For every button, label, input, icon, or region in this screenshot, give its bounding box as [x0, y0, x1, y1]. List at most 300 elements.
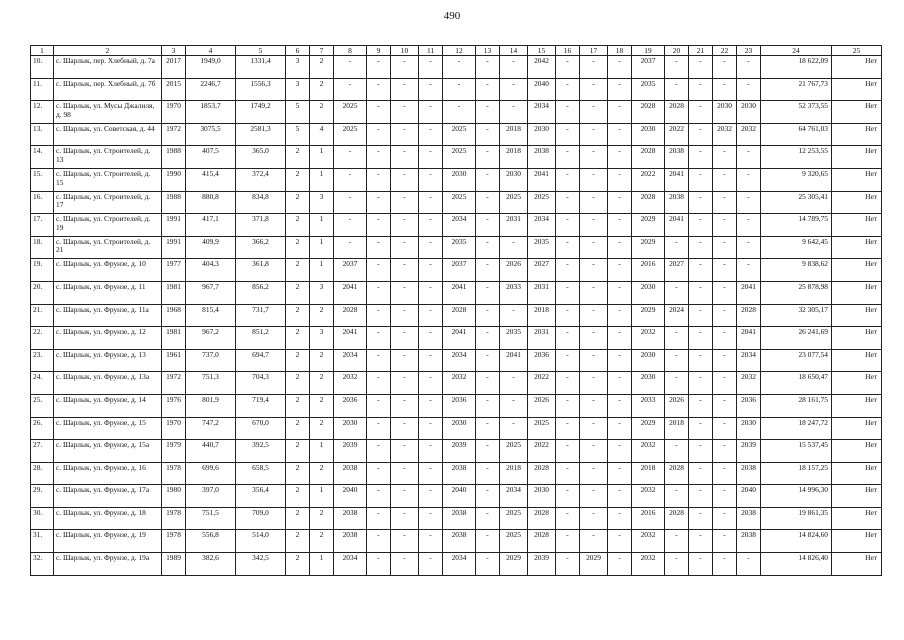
- cost-cell: 14 824,60: [761, 530, 832, 553]
- table-row: [31, 485, 882, 508]
- row-number: 24.: [31, 372, 54, 395]
- table-cell: 2041: [443, 281, 476, 304]
- table-cell: 1972: [162, 123, 186, 146]
- table-cell: -: [556, 349, 580, 372]
- table-cell: 2017: [162, 56, 186, 79]
- table-cell: -: [580, 236, 608, 259]
- table-cell: -: [665, 56, 689, 79]
- table-cell: 2029: [632, 304, 665, 327]
- table-cell: 2: [310, 304, 334, 327]
- table-cell: 2028: [665, 462, 689, 485]
- page-number: 490: [443, 10, 461, 22]
- table-cell: -: [689, 123, 713, 146]
- column-number: 1: [31, 46, 54, 56]
- column-number: 24: [761, 46, 832, 56]
- table-cell: -: [580, 394, 608, 417]
- table-cell: 556,8: [186, 530, 236, 553]
- table-cell: 2: [286, 327, 310, 350]
- table-cell: -: [580, 417, 608, 440]
- table-cell: 1978: [162, 462, 186, 485]
- table-cell: -: [476, 236, 500, 259]
- table-cell: -: [556, 530, 580, 553]
- table-cell: -: [608, 530, 632, 553]
- table-cell: 1961: [162, 349, 186, 372]
- cost-cell: 32 305,17: [761, 304, 832, 327]
- table-cell: 2034: [443, 214, 476, 237]
- table-cell: -: [713, 372, 737, 395]
- table-cell: -: [580, 78, 608, 101]
- table-cell: 2025: [500, 530, 528, 553]
- table-cell: -: [608, 417, 632, 440]
- table-cell: 2: [310, 101, 334, 124]
- table-cell: -: [737, 78, 761, 101]
- table-cell: -: [580, 214, 608, 237]
- cost-cell: 25 878,98: [761, 281, 832, 304]
- table-cell: -: [737, 214, 761, 237]
- table-cell: -: [367, 236, 391, 259]
- table-row: [31, 507, 882, 530]
- table-cell: -: [367, 214, 391, 237]
- table-cell: 1: [310, 440, 334, 463]
- cost-cell: 18 157,25: [761, 462, 832, 485]
- table-cell: 2: [310, 507, 334, 530]
- table-cell: 2: [286, 259, 310, 282]
- table-cell: 1991: [162, 214, 186, 237]
- table-cell: 2029: [632, 417, 665, 440]
- table-cell: -: [367, 259, 391, 282]
- table-cell: 2: [310, 56, 334, 79]
- table-row: [31, 214, 882, 237]
- table-cell: 2028: [632, 191, 665, 214]
- table-cell: -: [391, 101, 419, 124]
- table-cell: 382,6: [186, 553, 236, 576]
- table-cell: -: [419, 259, 443, 282]
- row-number: 16.: [31, 191, 54, 214]
- table-row: [31, 123, 882, 146]
- table-cell: -: [689, 259, 713, 282]
- table-cell: -: [689, 56, 713, 79]
- table-cell: 2042: [528, 56, 556, 79]
- row-number: 12.: [31, 101, 54, 124]
- table-cell: 2038: [443, 462, 476, 485]
- table-cell: 2025: [500, 507, 528, 530]
- table-cell: -: [334, 236, 367, 259]
- flag-cell: Нет: [832, 191, 882, 214]
- row-number: 23.: [31, 349, 54, 372]
- table-cell: -: [391, 56, 419, 79]
- table-cell: 2: [286, 530, 310, 553]
- table-cell: -: [608, 214, 632, 237]
- cost-cell: 28 161,75: [761, 394, 832, 417]
- table-row: [31, 417, 882, 440]
- table-cell: 2027: [665, 259, 689, 282]
- table-cell: -: [580, 281, 608, 304]
- table-cell: 2035: [500, 327, 528, 350]
- row-number: 19.: [31, 259, 54, 282]
- table-row: [31, 530, 882, 553]
- table-cell: -: [419, 168, 443, 191]
- table-cell: -: [334, 56, 367, 79]
- table-cell: -: [334, 168, 367, 191]
- address-cell: с. Шарлык, ул. Фрунзе, д. 16: [54, 462, 162, 485]
- table-cell: -: [580, 146, 608, 169]
- table-cell: 1556,3: [236, 78, 286, 101]
- table-cell: -: [367, 417, 391, 440]
- table-cell: 2038: [665, 191, 689, 214]
- table-cell: -: [367, 440, 391, 463]
- table-cell: -: [476, 78, 500, 101]
- table-cell: -: [689, 146, 713, 169]
- table-cell: -: [608, 123, 632, 146]
- table-cell: 1: [310, 236, 334, 259]
- table-cell: -: [689, 304, 713, 327]
- table-cell: 2028: [528, 530, 556, 553]
- table-cell: -: [713, 146, 737, 169]
- table-cell: 2041: [443, 327, 476, 350]
- table-cell: -: [556, 507, 580, 530]
- table-cell: 1749,2: [236, 101, 286, 124]
- table-cell: -: [665, 349, 689, 372]
- table-cell: 2034: [500, 485, 528, 508]
- table-cell: -: [713, 440, 737, 463]
- table-row: [31, 236, 882, 259]
- table-cell: -: [713, 168, 737, 191]
- column-number: 13: [476, 46, 500, 56]
- table-cell: -: [334, 146, 367, 169]
- table-cell: -: [608, 101, 632, 124]
- table-cell: -: [608, 394, 632, 417]
- table-cell: -: [608, 281, 632, 304]
- table-cell: -: [689, 462, 713, 485]
- table-cell: 751,5: [186, 507, 236, 530]
- table-cell: -: [476, 168, 500, 191]
- table-cell: 2032: [713, 123, 737, 146]
- table-cell: 856,2: [236, 281, 286, 304]
- table-row: [31, 56, 882, 79]
- table-cell: -: [476, 394, 500, 417]
- table-cell: 2030: [500, 168, 528, 191]
- column-number: 7: [310, 46, 334, 56]
- table-cell: 1980: [162, 485, 186, 508]
- table-cell: -: [689, 78, 713, 101]
- table-cell: -: [580, 440, 608, 463]
- table-cell: 2028: [528, 462, 556, 485]
- flag-cell: Нет: [832, 236, 882, 259]
- table-cell: -: [689, 485, 713, 508]
- table-cell: -: [391, 168, 419, 191]
- table-cell: 2031: [528, 327, 556, 350]
- table-cell: -: [580, 349, 608, 372]
- table-cell: -: [580, 101, 608, 124]
- table-cell: 2030: [737, 417, 761, 440]
- address-cell: с. Шарлык, ул. Советская, д. 44: [54, 123, 162, 146]
- table-cell: 2022: [528, 372, 556, 395]
- table-cell: 2038: [334, 462, 367, 485]
- table-cell: 2040: [737, 485, 761, 508]
- table-cell: 2038: [665, 146, 689, 169]
- table-cell: 1990: [162, 168, 186, 191]
- table-row: [31, 462, 882, 485]
- table-cell: -: [419, 146, 443, 169]
- row-number: 28.: [31, 462, 54, 485]
- flag-cell: Нет: [832, 349, 882, 372]
- table-cell: -: [476, 349, 500, 372]
- table-cell: -: [500, 394, 528, 417]
- flag-cell: Нет: [832, 462, 882, 485]
- table-cell: -: [580, 530, 608, 553]
- table-cell: -: [391, 281, 419, 304]
- address-cell: с. Шарлык, ул. Строителей, д. 17: [54, 191, 162, 214]
- table-cell: -: [367, 123, 391, 146]
- table-cell: 1: [310, 146, 334, 169]
- table-cell: 372,4: [236, 168, 286, 191]
- table-cell: 2029: [632, 214, 665, 237]
- table-cell: 1970: [162, 417, 186, 440]
- flag-cell: Нет: [832, 327, 882, 350]
- table-cell: -: [476, 327, 500, 350]
- table-cell: -: [608, 327, 632, 350]
- row-number: 10.: [31, 56, 54, 79]
- table-cell: -: [443, 78, 476, 101]
- table-cell: -: [367, 281, 391, 304]
- table-cell: -: [608, 440, 632, 463]
- table-cell: -: [391, 440, 419, 463]
- table-cell: -: [713, 462, 737, 485]
- table-cell: 1976: [162, 394, 186, 417]
- cost-cell: 21 767,73: [761, 78, 832, 101]
- table-cell: 361,8: [236, 259, 286, 282]
- column-number: 21: [689, 46, 713, 56]
- table-cell: 2034: [528, 101, 556, 124]
- table-cell: 2025: [500, 440, 528, 463]
- table-cell: 415,4: [186, 168, 236, 191]
- table-cell: -: [391, 394, 419, 417]
- flag-cell: Нет: [832, 304, 882, 327]
- table-row: [31, 101, 882, 124]
- table-cell: 3: [310, 327, 334, 350]
- table-cell: 2028: [665, 101, 689, 124]
- column-number: 14: [500, 46, 528, 56]
- table-cell: 3: [310, 281, 334, 304]
- table-cell: -: [391, 78, 419, 101]
- table-cell: -: [713, 78, 737, 101]
- table-cell: 1: [310, 214, 334, 237]
- table-cell: 2: [310, 349, 334, 372]
- table-cell: 2032: [632, 327, 665, 350]
- table-cell: 2038: [443, 530, 476, 553]
- table-cell: 1988: [162, 146, 186, 169]
- table-cell: 2038: [528, 146, 556, 169]
- table-cell: -: [737, 56, 761, 79]
- table-body: [31, 46, 882, 576]
- table-cell: -: [391, 485, 419, 508]
- table-cell: -: [689, 236, 713, 259]
- table-cell: 2036: [528, 349, 556, 372]
- table-cell: -: [665, 327, 689, 350]
- table-cell: -: [665, 236, 689, 259]
- table-cell: 709,0: [236, 507, 286, 530]
- cost-cell: 18 247,72: [761, 417, 832, 440]
- row-number: 27.: [31, 440, 54, 463]
- table-cell: 2: [286, 191, 310, 214]
- table-cell: 834,8: [236, 191, 286, 214]
- table-cell: 1949,0: [186, 56, 236, 79]
- table-cell: 2: [310, 530, 334, 553]
- table-cell: -: [391, 349, 419, 372]
- table-cell: 967,2: [186, 327, 236, 350]
- table-cell: 2029: [632, 236, 665, 259]
- table-cell: 719,4: [236, 394, 286, 417]
- table-cell: -: [580, 462, 608, 485]
- column-number: 8: [334, 46, 367, 56]
- address-cell: с. Шарлык, ул. Фрунзе, д. 18: [54, 507, 162, 530]
- table-cell: 2016: [632, 259, 665, 282]
- table-cell: -: [689, 349, 713, 372]
- cost-cell: 18 622,09: [761, 56, 832, 79]
- table-cell: -: [419, 417, 443, 440]
- table-cell: 2025: [334, 101, 367, 124]
- table-cell: -: [689, 191, 713, 214]
- table-cell: 1981: [162, 281, 186, 304]
- table-cell: -: [367, 507, 391, 530]
- table-cell: 815,4: [186, 304, 236, 327]
- table-cell: 2033: [632, 394, 665, 417]
- table-cell: -: [556, 281, 580, 304]
- table-cell: 3: [286, 78, 310, 101]
- table-cell: 2039: [443, 440, 476, 463]
- cost-cell: 14 789,75: [761, 214, 832, 237]
- table-row: [31, 281, 882, 304]
- table-cell: -: [419, 530, 443, 553]
- table-cell: -: [737, 191, 761, 214]
- table-cell: 2040: [443, 485, 476, 508]
- table-cell: -: [689, 530, 713, 553]
- table-cell: -: [608, 349, 632, 372]
- address-cell: с. Шарлык, пер. Хлебный, д. 7б: [54, 78, 162, 101]
- table-cell: -: [367, 462, 391, 485]
- table-cell: 2036: [737, 394, 761, 417]
- table-cell: 670,0: [236, 417, 286, 440]
- table-cell: -: [713, 259, 737, 282]
- table-cell: 2025: [528, 191, 556, 214]
- table-cell: 2034: [334, 349, 367, 372]
- table-cell: -: [391, 530, 419, 553]
- table-cell: 1989: [162, 553, 186, 576]
- table-cell: -: [476, 304, 500, 327]
- table-cell: -: [556, 417, 580, 440]
- table-cell: 2018: [500, 462, 528, 485]
- table-cell: 2: [286, 372, 310, 395]
- table-cell: -: [391, 304, 419, 327]
- table-cell: 2026: [500, 259, 528, 282]
- flag-cell: Нет: [832, 123, 882, 146]
- table-cell: -: [556, 101, 580, 124]
- table-cell: -: [556, 259, 580, 282]
- table-cell: 2025: [443, 123, 476, 146]
- address-cell: с. Шарлык, ул. Фрунзе, д. 15а: [54, 440, 162, 463]
- table-cell: -: [665, 440, 689, 463]
- table-cell: -: [443, 56, 476, 79]
- table-cell: -: [580, 304, 608, 327]
- table-cell: 2025: [500, 191, 528, 214]
- table-cell: 1: [310, 168, 334, 191]
- table-cell: 658,5: [236, 462, 286, 485]
- cost-cell: 14 826,40: [761, 553, 832, 576]
- table-cell: -: [367, 372, 391, 395]
- table-cell: 1977: [162, 259, 186, 282]
- table-cell: 2030: [632, 123, 665, 146]
- table-cell: 2037: [632, 56, 665, 79]
- table-cell: -: [476, 553, 500, 576]
- table-cell: 2030: [713, 101, 737, 124]
- table-cell: 880,8: [186, 191, 236, 214]
- table-cell: -: [580, 327, 608, 350]
- row-number: 20.: [31, 281, 54, 304]
- table-cell: 1: [310, 553, 334, 576]
- row-number: 29.: [31, 485, 54, 508]
- table-cell: -: [419, 507, 443, 530]
- table-cell: -: [367, 146, 391, 169]
- row-number: 31.: [31, 530, 54, 553]
- table-cell: -: [367, 191, 391, 214]
- table-cell: -: [500, 372, 528, 395]
- cost-cell: 15 537,45: [761, 440, 832, 463]
- table-cell: 2: [286, 236, 310, 259]
- table-cell: -: [476, 123, 500, 146]
- address-cell: с. Шарлык, ул. Фрунзе, д. 17а: [54, 485, 162, 508]
- table-cell: 1: [310, 485, 334, 508]
- flag-cell: Нет: [832, 214, 882, 237]
- column-number: 25: [832, 46, 882, 56]
- address-cell: с. Шарлык, ул. Мусы Джалиля, д. 98: [54, 101, 162, 124]
- cost-cell: 9 320,65: [761, 168, 832, 191]
- table-cell: 2032: [737, 372, 761, 395]
- table-cell: -: [391, 462, 419, 485]
- table-cell: -: [737, 236, 761, 259]
- table-cell: 2034: [443, 553, 476, 576]
- table-cell: -: [608, 191, 632, 214]
- table-row: [31, 259, 882, 282]
- table-cell: 342,5: [236, 553, 286, 576]
- table-cell: -: [476, 530, 500, 553]
- table-row: [31, 327, 882, 350]
- table-cell: 407,5: [186, 146, 236, 169]
- column-number: 22: [713, 46, 737, 56]
- column-number: 4: [186, 46, 236, 56]
- table-cell: -: [713, 304, 737, 327]
- table-cell: -: [737, 259, 761, 282]
- table-cell: -: [419, 485, 443, 508]
- flag-cell: Нет: [832, 530, 882, 553]
- row-number: 32.: [31, 553, 54, 576]
- table-cell: -: [367, 168, 391, 191]
- column-number: 10: [391, 46, 419, 56]
- table-cell: -: [713, 236, 737, 259]
- column-number: 15: [528, 46, 556, 56]
- table-cell: -: [476, 259, 500, 282]
- table-cell: 2038: [334, 530, 367, 553]
- table-cell: -: [419, 440, 443, 463]
- address-cell: с. Шарлык, ул. Строителей, д. 21: [54, 236, 162, 259]
- cost-cell: 23 077,54: [761, 349, 832, 372]
- table-cell: 731,7: [236, 304, 286, 327]
- table-cell: 2246,7: [186, 78, 236, 101]
- address-cell: с. Шарлык, ул. Фрунзе, д. 11: [54, 281, 162, 304]
- flag-cell: Нет: [832, 78, 882, 101]
- table-cell: -: [556, 168, 580, 191]
- table-cell: -: [689, 417, 713, 440]
- table-cell: -: [391, 214, 419, 237]
